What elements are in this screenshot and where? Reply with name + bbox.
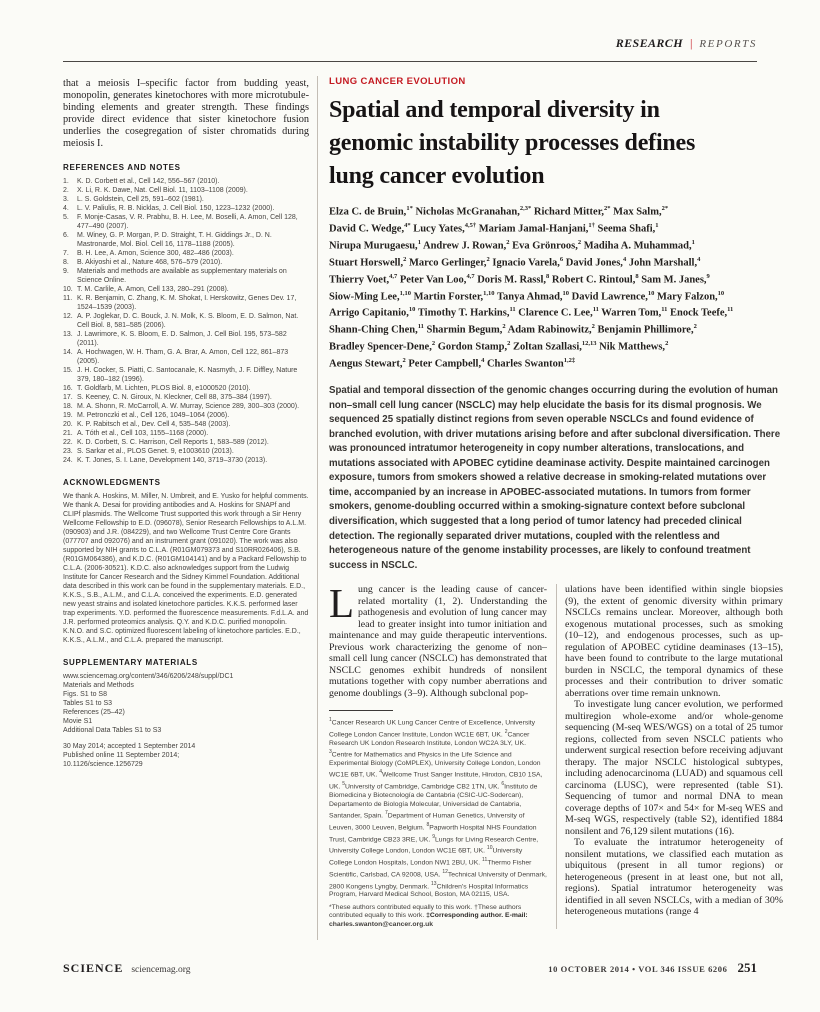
footer-right [548, 959, 757, 977]
reference-number: 18. [63, 403, 73, 410]
reference-text: Materials and methods are available as supplementary materials on Science Online. [77, 268, 287, 284]
reference-text: J. Lawrimore, K. S. Bloom, E. D. Salmon, J. Cell Biol. 195, 573–582 (2011). [77, 331, 287, 347]
reference-number: 1. [63, 178, 69, 185]
reference-text: K. R. Benjamin, C. Zhang, K. M. Shokat, I. Herskowitz, Genes Dev. 17, 1524–1539 (2003). [77, 295, 297, 311]
body-column-rule [556, 584, 557, 929]
reference-number: 5. [63, 214, 69, 221]
section-label: LUNG CANCER EVOLUTION [329, 76, 466, 87]
reference-number: 20. [63, 421, 73, 428]
reference-text: T. Goldfarb, M. Lichten, PLOS Biol. 8, e1000520 (2010). [77, 385, 251, 392]
reference-number: 4. [63, 205, 69, 212]
reference-text: K. P. Rabitsch et al., Dev. Cell 4, 535–548 (2003). [77, 421, 231, 428]
author-notes [329, 904, 547, 930]
reference-text: L. S. Goldstein, Cell 25, 591–602 (1981). [77, 196, 204, 203]
reference-text: F. Monje-Casas, V. R. Prabhu, B. H. Lee, M. Boselli, A. Amon, Cell 128, 477–490 (2007). [77, 214, 298, 230]
reference-number: 13. [63, 331, 73, 338]
reference-text: A. P. Joglekar, D. C. Bouck, J. N. Molk, K. S. Bloom, E. D. Salmon, Nat. Cell Biol. 8, 581–585 (2006). [77, 313, 299, 329]
reference-item [63, 312, 309, 330]
running-head-reports: REPORTS [699, 38, 757, 50]
history-line: 30 May 2014; accepted 1 September 2014 [63, 743, 196, 750]
body-paragraph: To investigate lung cancer evolution, we performed multiregion whole-exome and/or whole-genome sequencing (M-seq WES/WGS) on a total of 25 tumor regions, collected from seven NSCLC patients who underwent surgical resection before receiving adjuvant therapy. The major NSCLC histological subtypes, including adenocarcinoma (LUAD) and squamous cell carcinoma (LUSC), were represented (table S1). Sequencing of tumor and normal DNA to mean coverage depths of 107× and 54× for M-seq WES and M-seq WGS, respectively (table S2), identified 1884 nonsilent and 76,129 silent mutations (16). [565, 699, 783, 837]
running-head [63, 36, 757, 51]
reference-number: 21. [63, 430, 73, 437]
article-title-line: lung cancer evolution [329, 163, 545, 189]
reference-item [63, 348, 309, 366]
author-line: Shann-Ching Chen,$^{11}$ Sharmin Begum,$^2$ Adam Rabinowitz,$^2$ Benjamin Phillimore,$^2$ [329, 323, 697, 336]
body-paragraph-intro-text: ung cancer is the leading cause of cancer-related mortality (1, 2). Understanding the pathogenesis and evolution of lung cancer may lead to greater insight into tumor initiation and maintenance and may guide therapeutic interventions. Previous work characterizing the genome of non–small cell lung cancer (NSCLC) has demonstrated that NSCLC genomes exhibit hundreds of nonsilent mutations together with copy number aberrations and genome doublings (3–9). Although subclonal pop- [329, 584, 547, 699]
header-rule [63, 61, 757, 62]
body-column-2 [565, 584, 783, 929]
reference-number: 22. [63, 439, 73, 446]
reference-item [63, 411, 309, 420]
history-line: 10.1126/science.1256729 [63, 761, 143, 768]
reference-item [63, 231, 309, 249]
reference-text: M. Petronczki et al., Cell 126, 1049–1064 (2006). [77, 412, 230, 419]
article-title-line: genomic instability processes defines [329, 130, 696, 156]
references-list [63, 177, 309, 465]
reference-number: 16. [63, 385, 73, 392]
reference-text: K. T. Jones, S. I. Lane, Development 140, 3719–3730 (2013). [77, 457, 268, 464]
supplementary-line: Additional Data Tables S1 to S3 [63, 727, 162, 734]
reference-item [63, 267, 309, 285]
reference-number: 6. [63, 232, 69, 239]
drop-cap: L [329, 580, 355, 627]
reference-number: 3. [63, 196, 69, 203]
reference-number: 9. [63, 268, 69, 275]
article [329, 76, 783, 929]
reference-text: A. Tóth et al., Cell 103, 1155–1168 (2000). [77, 430, 209, 437]
reference-item [63, 249, 309, 258]
footer-left [63, 959, 191, 977]
page-number: 251 [737, 960, 757, 975]
author-line: Bradley Spencer-Dene,$^2$ Gordon Stamp,$^2$ Zoltan Szallasi,$^{12,13}$ Nik Matthews,$^2$ [329, 340, 669, 353]
supplementary-url[interactable]: www.sciencemag.org/content/346/6206/248/suppl/DC1 [63, 673, 234, 680]
issue-info: 10 OCTOBER 2014 • VOL 346 ISSUE 6206 [548, 964, 728, 974]
journal-name: SCIENCE [63, 961, 124, 975]
reference-number: 17. [63, 394, 73, 401]
reference-item [63, 330, 309, 348]
author-line: Arrigo Capitanio,$^{10}$ Timothy T. Harkins,$^{11}$ Clarence C. Lee,$^{11}$ Warren Tom,$^{11}$ Enock Teefe,$^{11}$ [329, 306, 734, 319]
reference-item [63, 258, 309, 267]
reference-text: B. H. Lee, A. Amon, Science 300, 482–486 (2003). [77, 250, 234, 257]
reference-item [63, 366, 309, 384]
supplementary-line: Movie S1 [63, 718, 93, 725]
reference-item [63, 294, 309, 312]
reference-number: 10. [63, 286, 73, 293]
author-line: Aengus Stewart,$^2$ Peter Campbell,$^4$ Charles Swanton$^{1,2\ddagger}$ [329, 357, 576, 370]
corresponding-note: ‡Corresponding author. E-mail: [426, 912, 528, 920]
reference-number: 19. [63, 412, 73, 419]
reference-item [63, 195, 309, 204]
article-title [329, 94, 783, 193]
reference-text: A. Hochwagen, W. H. Tham, G. A. Brar, A. Amon, Cell 122, 861–873 (2005). [77, 349, 289, 365]
author-line: Stuart Horswell,$^2$ Marco Gerlinger,$^2$ Ignacio Varela,$^6$ David Jones,$^4$ John Marshall,$^4$ [329, 255, 701, 269]
history-line: Published online 11 September 2014; [63, 752, 180, 759]
author-line: David C. Wedge,$^{4*}$ Lucy Yates,$^{4,5\dagger}$ Mariam Jamal-Hanjani,$^{1\dagger}$ Seema Shafi,$^1$ [329, 221, 659, 235]
body-paragraph: To evaluate the intratumor heterogeneity of nonsilent mutations, we classified each mutation as ubiquitous (present in all tumor regions) or heterogeneous (present in at least one, but not all, regions). Spatial intratumor heterogeneity was identified in all seven NSCLCs, with a median of 30% heterogeneous mutations (range 4 [565, 837, 783, 918]
reference-item [63, 177, 309, 186]
article-history [63, 742, 309, 769]
acknowledgments-heading: ACKNOWLEDGMENTS [63, 478, 161, 487]
body-columns [329, 580, 783, 929]
article-title-line: Spatial and temporal diversity in [329, 97, 660, 123]
page-footer [63, 959, 757, 977]
body-column-1 [329, 580, 547, 929]
reference-number: 12. [63, 313, 73, 320]
corresponding-email-link[interactable]: charles.swanton@cancer.org.uk [329, 920, 434, 928]
references-heading: REFERENCES AND NOTES [63, 163, 181, 172]
reference-item [63, 204, 309, 213]
supplementary-line: References (25–42) [63, 709, 125, 716]
supplementary-line: Materials and Methods [63, 682, 134, 689]
reference-item [63, 438, 309, 447]
reference-item [63, 213, 309, 231]
previous-article-closing-paragraph: that a meiosis I–specific factor from budding yeast, monopolin, generates kinetochores with more microtubule-binding elements and greater strength. These findings provide direct evidence that sister kinetochore fusion underlies the cosegregation of sister chromatids during meiosis I. [63, 78, 309, 149]
reference-item [63, 447, 309, 456]
author-line: Elza C. de Bruin,$^{1*}$ Nicholas McGranahan,$^{2,3*}$ Richard Mitter,$^{2*}$ Max Salm,$^{2*}$ [329, 205, 669, 218]
reference-text: X. Li, R. K. Dawe, Nat. Cell Biol. 11, 1103–1108 (2009). [77, 187, 248, 194]
reference-number: 2. [63, 187, 69, 194]
equal-contribution-notes: *These authors contributed equally to this work. †These authors contributed equally to this work. [329, 903, 522, 920]
reference-text: M. Winey, G. P. Morgan, P. D. Straight, T. H. Giddings Jr., D. N. Mastronarde, Mol. Biol. Cell 16, 1178–1188 (2005). [77, 232, 272, 248]
column-divider [317, 76, 318, 940]
supplementary-list [63, 672, 309, 735]
reference-item [63, 429, 309, 438]
running-head-research: RESEARCH [615, 36, 683, 50]
reference-text: M. A. Shonn, R. McCarroll, A. W. Murray, Science 289, 300–303 (2000). [77, 403, 300, 410]
reference-item [63, 384, 309, 393]
reference-number: 11. [63, 295, 73, 302]
supplementary-heading: SUPPLEMENTARY MATERIALS [63, 658, 198, 667]
reference-number: 14. [63, 349, 73, 356]
reference-number: 8. [63, 259, 69, 266]
reference-text: K. D. Corbett, S. C. Harrison, Cell Reports 1, 583–589 (2012). [77, 439, 269, 446]
footnote-rule [329, 710, 393, 711]
author-line: Thierry Voet,$^{4,7}$ Peter Van Loo,$^{4,7}$ Doris M. Rassl,$^8$ Robert C. Rintoul,$^8$ Sam M. Janes,$^9$ [329, 272, 710, 286]
reference-number: 24. [63, 457, 73, 464]
journal-site: sciencemag.org [131, 965, 191, 975]
reference-number: 15. [63, 367, 73, 374]
reference-text: T. M. Carlile, A. Amon, Cell 133, 280–291 (2008). [77, 286, 229, 293]
reference-text: S. Keeney, C. N. Giroux, N. Kleckner, Cell 88, 375–384 (1997). [77, 394, 272, 401]
reference-item [63, 402, 309, 411]
author-line: Nirupa Murugaesu,$^1$ Andrew J. Rowan,$^2$ Eva Grönroos,$^2$ Madiha A. Muhammad,$^1$ [329, 238, 695, 252]
reference-text: S. Sarkar et al., PLOS Genet. 9, e1003610 (2013). [77, 448, 234, 455]
author-list [329, 202, 783, 371]
reference-number: 7. [63, 250, 69, 257]
affiliations: $^1$Cancer Research UK Lung Cancer Centre of Excellence, University College London Cancer Institute, London WC1E 6BT, UK. $^2$Cancer Research UK London Research Institute, London WC2A 3LY, UK. $^3$Centre for Mathematics and Physics in the Life Science and Experimental Biology (CoMPLEX), University College London, London WC1E 6BT, UK. $^4$Wellcome Trust Sanger Institute, Hinxton, CB10 1SA, UK. $^5$University of Cambridge, Cambridge CB2 1TN, UK. $^6$Instituto de Biomedicina y Biotecnología de Cantabria (CSIC-UC-Sodercan), Departamento de Biología Molecular, Universidad de Cantabria, Santander, Spain. $^7$Department of Human Genetics, University of Leuven, 3000 Leuven, Belgium. $^8$Papworth Hospital NHS Foundation Trust, Cambridge CB23 3RE, UK. $^9$Lungs for Living Research Centre, University College London, London WC1E 6BT, UK. $^{10}$University College London Hospitals, London NW1 2BU, UK. $^{11}$Thermo Fisher Scientific, Carlsbad, CA 92008, USA. $^{12}$Technical University of Denmark, 2800 Kongens Lyngby, Denmark. $^{13}$Children's Hospital Informatics Program, Harvard Medical School, Boston, MA 02115, USA. [329, 717, 547, 899]
abstract: Spatial and temporal dissection of the genomic changes occurring during the evolution of human non–small cell lung cancer (NSCLC) may help elucidate the basis for its dismal prognosis. We sequenced 25 spatially distinct regions from seven operable NSCLCs and found evidence of branched evolution, with driver mutations arising before and after subclonal diversification. There was pronounced intratumor heterogeneity in copy number alterations, translocations, and mutations associated with APOBEC cytidine deaminase activity. Despite maintained carcinogen exposure, tumors from smokers showed a relative decrease in smoking-related mutations over time, accompanied by an increase in APOBEC-associated mutations. In tumors from former smokers, genome-doubling occurred within a smoking-signature context before subclonal diversification, which suggested that a long period of tumor latency had preceded clinical detection. The regionally separated driver mutations, coupled with the relentless and heterogeneous nature of the genome instability processes, are likely to confound treatment success in NSCLC. [329, 385, 781, 571]
reference-text: J. H. Cocker, S. Piatti, C. Santocanale, K. Nasmyth, J. F. Diffley, Nature 379, 180–182 (1996). [77, 367, 298, 383]
reference-text: K. D. Corbett et al., Cell 142, 556–567 (2010). [77, 178, 220, 185]
acknowledgments-text: We thank A. Hoskins, M. Miller, N. Umbreit, and E. Yusko for helpful comments. We thank A. Desai for providing antibodies and A. Hoskins for SNAPf and CLIPf plasmids. The Wellcome Trust supported this work through a Sir Henry Wellcome Fellowship to E.D. (096078), Senior Research Fellowships to A.L.M. (090903) and J.R. (084229), and two Wellcome Trust Centre Core Grants (077707 and 092076) and an instrument grant (091020). The work was also supported by NIH grants to C.L.A. (R01GM079373 and S10RR026406), S.B. (R01GM064386), and K.D.C. (R01GM104141) and by a Packard Fellowship to C.L.A. (2006-30521). K.D.C. also acknowledges support from the Ludwig Institute for Cancer Research and the Sidney Kimmel Foundation. Additional data described in this work can be found in the supplementary materials. E.D., K.K.S., S.B., A.L.M., and C.L.A. conceived the experiments. E.D. generated new yeast strains and isolated kinetochore particles. K.K.S. performed laser trap experiments. Y.D. performed the fluorescence measurements. F.d.L.A. and J.R. performed proteomics analysis. Q.Y. and K.D.C. purified monopolin. K.N.O. and S.C. optimized fluorescent labeling of kinetochore particles. E.D., K.K.S., A.L.M., and C.L.A. prepared the manuscript. [63, 493, 309, 644]
reference-item [63, 393, 309, 402]
running-head-separator: | [689, 36, 693, 50]
reference-item [63, 456, 309, 465]
reference-text: B. Akiyoshi et al., Nature 468, 576–579 (2010). [77, 259, 223, 266]
author-line: Siow-Ming Lee,$^{1,10}$ Martin Forster,$^{1,10}$ Tanya Ahmad,$^{10}$ David Lawrence,$^{10}$ Mary Falzon,$^{10}$ [329, 289, 725, 303]
reference-number: 23. [63, 448, 73, 455]
reference-item [63, 420, 309, 429]
reference-text: L. V. Paliulis, R. B. Nicklas, J. Cell Biol. 150, 1223–1232 (2000). [77, 205, 275, 212]
supplementary-line: Tables S1 to S3 [63, 700, 113, 707]
body-paragraph-intro [329, 580, 547, 699]
supplementary-line: Figs. S1 to S8 [63, 691, 107, 698]
reference-item [63, 186, 309, 195]
reference-item [63, 285, 309, 294]
body-paragraph: ulations have been identified within single biopsies (9), the extent of genomic diversity within primary NSCLCs remains unclear. Moreover, although both exogenous mutational processes, such as smoking (10–12), and endogenous processes, such as up-regulation of APOBEC cytidine deaminases (13–15), have been found to contribute to the large mutational burden in NSCLC, the temporal dynamics of these processes and their contribution to driver somatic aberrations over time remain unknown. [565, 584, 783, 699]
previous-article-column [63, 78, 309, 769]
